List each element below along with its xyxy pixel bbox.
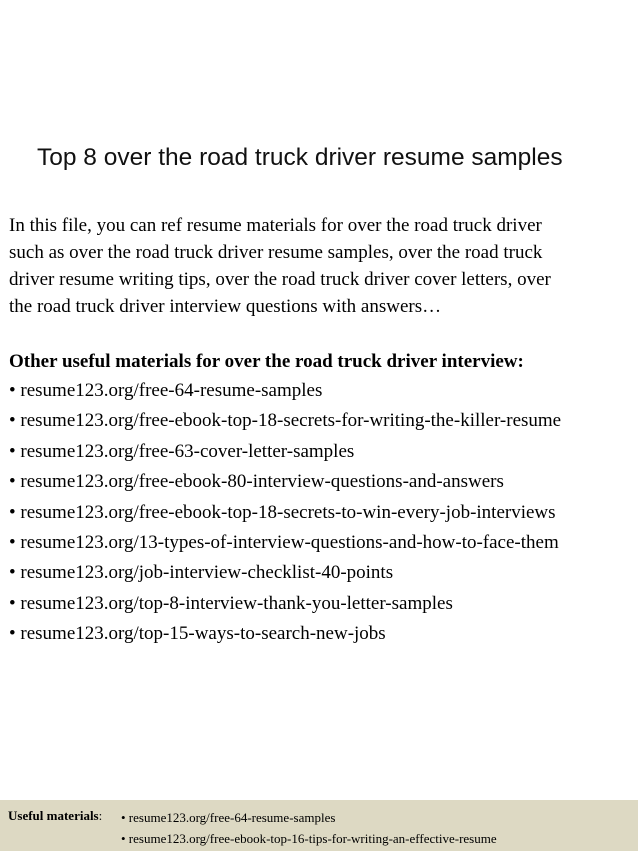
material-link-search-new-jobs[interactable]: • resume123.org/top-15-ways-to-search-new-jobs [9, 623, 386, 645]
footer-label-colon: : [98, 808, 103, 823]
materials-list [9, 376, 637, 650]
material-link-cover-letter-samples[interactable]: • resume123.org/free-63-cover-letter-samples [9, 440, 355, 462]
material-link-ebook-interview-questions[interactable]: • resume123.org/free-ebook-80-interview-questions-and-answers [9, 471, 504, 493]
footer-label [8, 807, 102, 825]
material-link-interview-checklist[interactable]: • resume123.org/job-interview-checklist-40-points [9, 562, 394, 584]
materials-section [9, 348, 637, 650]
material-link-thank-you-letter-samples[interactable]: • resume123.org/top-8-interview-thank-you-letter-samples [9, 592, 453, 614]
material-link-types-of-interview-questions[interactable]: • resume123.org/13-types-of-interview-questions-and-how-to-face-them [9, 532, 559, 554]
footer-link-resume-samples[interactable]: • resume123.org/free-64-resume-samples [121, 810, 336, 825]
intro-paragraph: In this file, you can ref resume materials for over the road truck driver such as over the road truck driver resume samples, over the road truck driver resume writing tips, over the road truck driver cover letters, over the road truck driver interview questions with answers… [9, 215, 551, 317]
footer-links [121, 807, 497, 849]
footer-bar [0, 800, 638, 851]
material-link-ebook-killer-resume[interactable]: • resume123.org/free-ebook-top-18-secrets-for-writing-the-killer-resume [9, 410, 562, 432]
material-link-free-64-resume-samples[interactable]: • resume123.org/free-64-resume-samples [9, 380, 323, 401]
footer-link-ebook-effective-resume[interactable]: • resume123.org/free-ebook-top-16-tips-for-writing-an-effective-resume [121, 831, 497, 846]
material-link-ebook-win-job-interviews[interactable]: • resume123.org/free-ebook-top-18-secrets-to-win-every-job-interviews [9, 501, 556, 523]
footer-label-text: Useful materials [8, 808, 99, 823]
page-title: Top 8 over the road truck driver resume samples [37, 144, 563, 171]
materials-heading: Other useful materials for over the road truck driver interview: [9, 351, 524, 372]
